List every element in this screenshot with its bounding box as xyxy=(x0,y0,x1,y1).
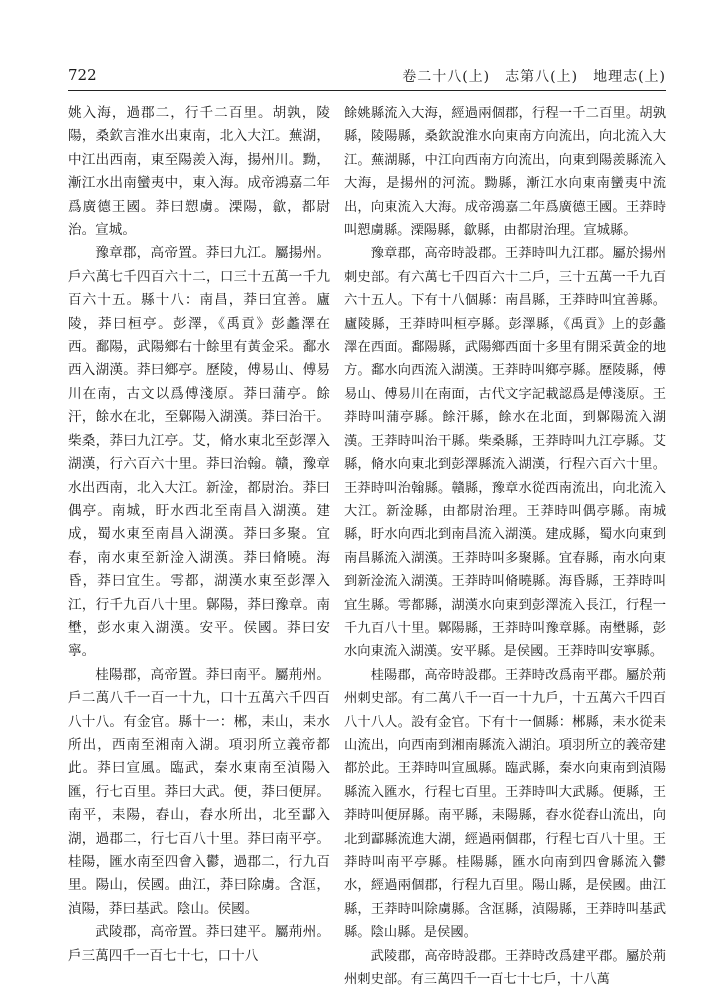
text-paragraph: 桂陽郡，高帝時設郡。王莽時改爲南平郡。屬於荊州刺史部。有二萬八千一百一十九戶，十五萬六千四百八十八人。設有金官。下有十一個縣：郴縣，耒水從耒山流出，向西南到湘南縣流入湖泊。項羽所立的義帝建都於此。王莽時叫宣風縣。臨武縣，秦水向東南到湞陽縣流入匯水，行程七百里。王莽時叫大武縣。便縣，王莽時叫便屏縣。南平縣，耒陽縣，舂水從舂山流出，向北到酃縣流進大湖，經過兩個郡，行程七百八十里。王莽時叫南平亭縣。桂陽縣，匯水向南到四會縣流入鬱水，經過兩個郡，行程九百里。陽山縣，是侯國。曲江縣，王莽時叫除虜縣。含洭縣，湞陽縣，王莽時叫基武縣。陰山縣。是侯國。 xyxy=(344,667,666,941)
text-paragraph: 桂陽郡，高帝置。莽曰南平。屬荊州。戶二萬八千一百一十九，口十五萬六千四百八十八。有金官。縣十一：郴，耒山，耒水所出，西南至湘南入湖。項羽所立義帝都此。莽曰宣風。臨武，秦水東南至湞陽入匯，行七百里。莽曰大武。便，莽曰便屏。南平，耒陽，舂山，舂水所出，北至酃入湖，過郡二，行七百八十里。莽曰南平亭。桂陽，匯水南至四會入鬱，過郡二，行九百里。陽山，侯國。曲江，莽曰除虜。含洭，湞陽，莽曰基武。陰山。侯國。 xyxy=(68,666,330,917)
page-header xyxy=(68,62,666,90)
header-rule xyxy=(68,90,666,91)
text-paragraph: 豫章郡，高帝時設郡。王莽時叫九江郡。屬於揚州刺史部。有六萬七千四百六十二戶，三十五萬一千九百六十五人。下有十八個縣：南昌縣，王莽時叫宜善縣。廬陵縣，王莽時叫桓亭縣。彭澤縣，《禹貢》上的彭蠡澤在西面。鄱陽縣，武陽鄉西面十多里有開采黃金的地方。鄱水向西流入湖漢。王莽時叫鄉亭縣。歷陵縣，傅易山、傅易川在南面，古代文字記載認爲是傅淺原。王莽時叫蒲亭縣。餘汗縣，餘水在北面，到鄡陽流入湖漢。王莽時叫治干縣。柴桑縣，王莽時叫九江亭縣。艾縣，脩水向東北到彭澤縣流入湖漢，行程六百六十里。王莽時叫治翰縣。贛縣，豫章水從西南流出，向北流入大江。新淦縣，由都尉治理。王莽時叫偶亭縣。南城縣，盱水向西北到南昌流入湖漢。建成縣，蜀水向東到南昌縣流入湖漢。王莽時叫多聚縣。宜春縣，南水向東到新淦流入湖漢。王莽時叫脩曉縣。海昏縣，王莽時叫宜生縣。雩都縣，湖漢水向東到彭澤流入長江，行程一千九百八十里。鄡陽縣，王莽時叫豫章縣。南壄縣，彭水向東流入湖漢。安平縣。是侯國。王莽時叫安寧縣。 xyxy=(344,246,666,660)
classical-text-column xyxy=(68,102,330,968)
text-paragraph: 武陵郡，高帝置。莽曰建平。屬荊州。戶三萬四千一百七十七，口十八 xyxy=(68,924,330,964)
text-paragraph: 姚入海，過郡二，行千二百里。胡孰，陵陽，桑欽言淮水出東南，北入大江。蕪湖，中江出西南，東至陽羨入海，揚州川。黝，漸江水出南蠻夷中，東入海。成帝鴻嘉二年爲廣德王國。莽曰愬虜。溧陽，歙，都尉治。宣城。 xyxy=(68,105,330,239)
running-title: 卷二十八(上) 志第八(上) 地理志(上) xyxy=(402,69,666,85)
translation-text-column xyxy=(344,102,666,991)
text-paragraph: 豫章郡，高帝置。莽曰九江。屬揚州。戶六萬七千四百六十二，口三十五萬一千九百六十五。縣十八：南昌，莽曰宜善。廬陵，莽曰桓亭。彭澤，《禹貢》彭蠡澤在西。鄱陽，武陽鄉右十餘里有黃金采。鄱水西入湖漢。莽曰鄉亭。歷陵，傅易山、傅易川在南，古文以爲傅淺原。莽曰蒲亭。餘汗，餘水在北，至鄡陽入湖漢。莽曰治干。柴桑，莽曰九江亭。艾，脩水東北至彭澤入湖漢，行六百六十里。莽曰治翰。贛，豫章水出西南，北入大江。新淦，都尉治。莽曰偶亭。南城，盱水西北至南昌入湖漢。建成，蜀水東至南昌入湖漢。莽曰多聚。宜春，南水東至新淦入湖漢。莽曰脩曉。海昏，莽曰宜生。雩都，湖漢水東至彭澤入江，行千九百八十里。鄡陽，莽曰豫章。南壄，彭水東入湖漢。安平。侯國。莽曰安寧。 xyxy=(68,245,330,660)
page-number: 722 xyxy=(68,66,97,84)
text-paragraph: 餘姚縣流入大海，經過兩個郡，行程一千二百里。胡孰縣，陵陽縣，桑欽說淮水向東南方向流出，向北流入大江。蕪湖縣，中江向西南方向流出，向東到陽羨縣流入大海，是揚州的河流。黝縣，漸江水向東南蠻夷中流出，向東流入大海。成帝鴻嘉二年爲廣德王國。王莽時叫愬虜縣。溧陽縣，歙縣，由都尉治理。宣城縣。 xyxy=(344,106,666,239)
text-paragraph: 武陵郡，高帝時設郡。王莽時改爲建平郡。屬於荊州刺史部。有三萬四千一百七十七戶，十八萬 xyxy=(344,948,666,988)
